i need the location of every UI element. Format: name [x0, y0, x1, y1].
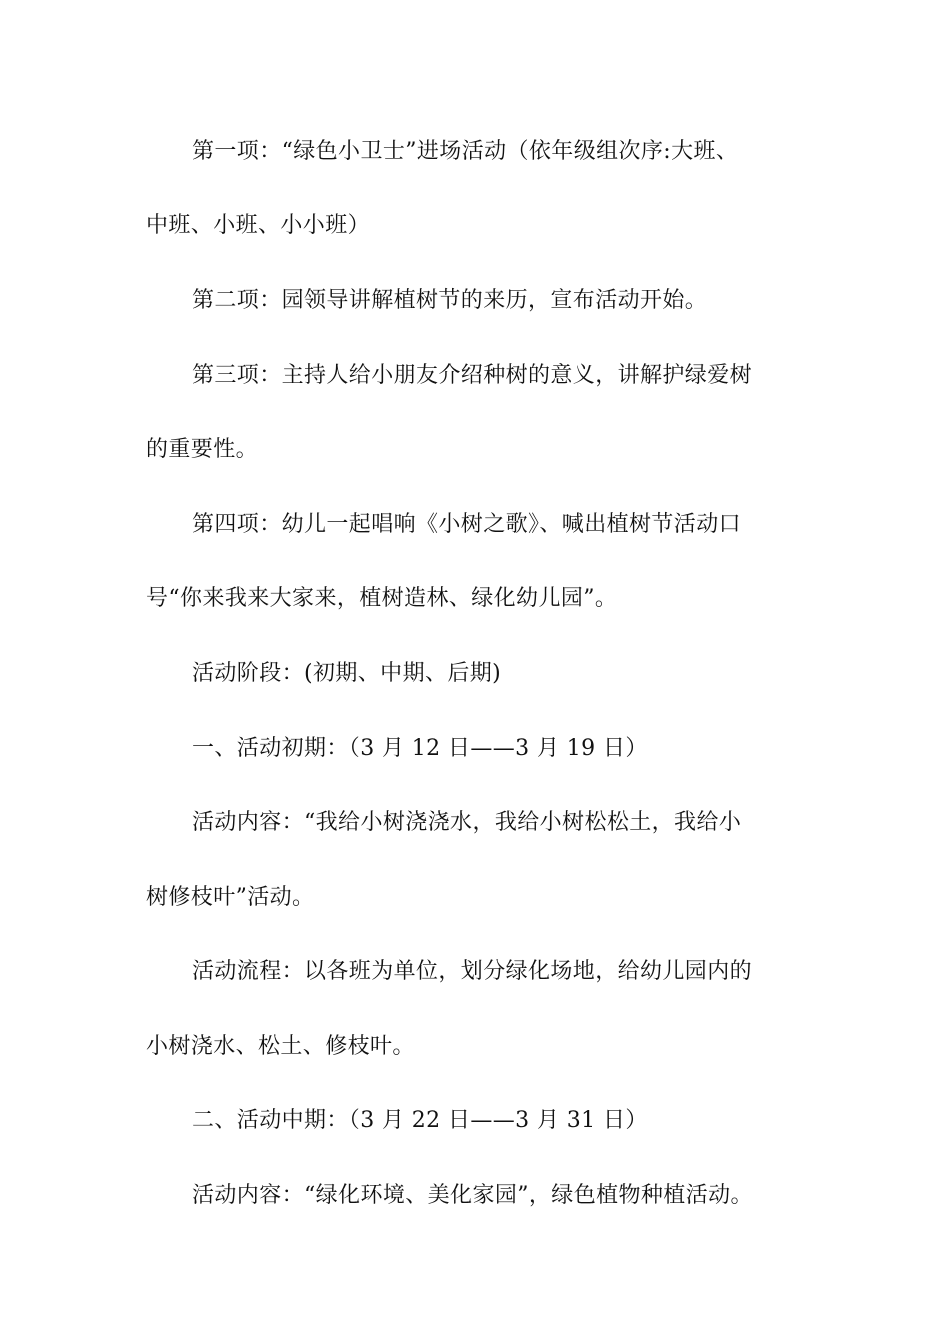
- paragraph-line: 第三项：主持人给小朋友介绍种树的意义，讲解护绿爱树: [192, 363, 753, 388]
- paragraph-line: 第一项：“绿色小卫士”进场活动（依年级组次序:大班、: [192, 139, 739, 164]
- paragraph-line: 第四项：幼儿一起唱响《小树之歌》、喊出植树节活动口: [192, 512, 742, 537]
- section-heading: 二、活动中期：（3 月 22 日——3 月 31 日）: [192, 1108, 648, 1133]
- paragraph-line: 第二项：园领导讲解植树节的来历，宣布活动开始。: [192, 288, 708, 313]
- paragraph-line: 中班、小班、小小班）: [146, 213, 371, 238]
- paragraph-line: 的重要性。: [146, 437, 259, 462]
- paragraph-line: 活动流程：以各班为单位，划分绿化场地，给幼儿园内的: [192, 959, 753, 984]
- paragraph-line: 活动内容：“我给小树浇浇水，我给小树松松土，我给小: [192, 810, 742, 835]
- paragraph-line: 活动内容：“绿化环境、美化家园”，绿色植物种植活动。: [192, 1183, 753, 1208]
- paragraph-line: 树修枝叶”活动。: [146, 885, 315, 910]
- paragraph-line: 号“你来我来大家来，植树造林、绿化幼儿园”。: [146, 586, 618, 611]
- section-heading: 一、活动初期：（3 月 12 日——3 月 19 日）: [192, 736, 648, 761]
- paragraph-line: 小树浇水、松土、修枝叶。: [146, 1034, 415, 1059]
- paragraph-line: 活动阶段：(初期、中期、后期): [192, 661, 502, 686]
